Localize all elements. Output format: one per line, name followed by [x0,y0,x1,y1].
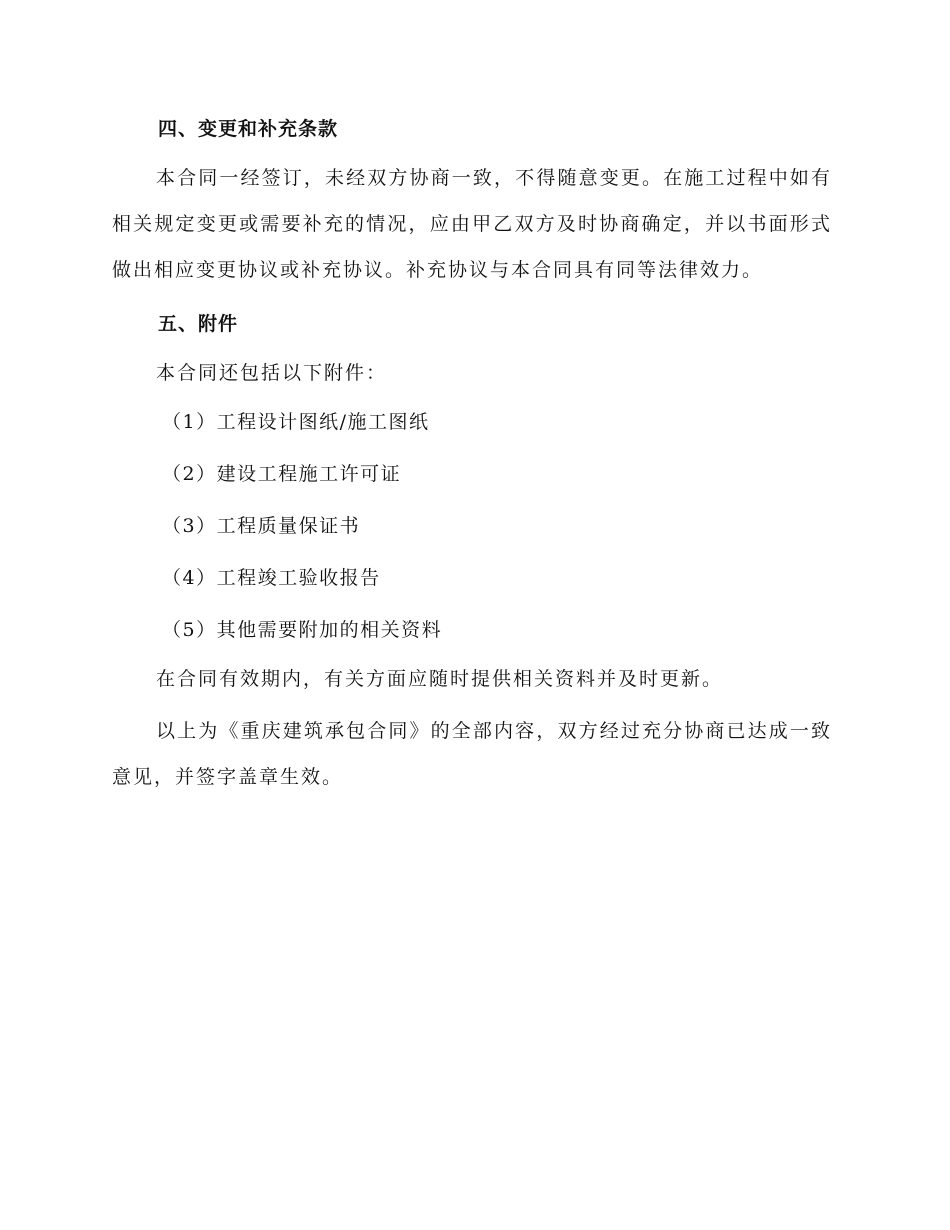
closing-paragraph-2: 以上为《重庆建筑承包合同》的全部内容，双方经过充分协商已达成一致意见，并签字盖章生效。 [112,720,832,788]
section-5-heading: 五、附件 [158,313,239,335]
section-4-paragraph: 本合同一经签订，未经双方协商一致，不得随意变更。在施工过程中如有相关规定变更或需要补充的情况，应由甲乙双方及时协商确定，并以书面形式做出相应变更协议或补充协议。补充协议与本合同具有同等法律效力。 [112,167,832,281]
attachment-item-3: （3）工程质量保证书 [162,515,361,537]
attachment-item-5: （5）其他需要附加的相关资料 [162,619,443,641]
attachment-item-2: （2）建设工程施工许可证 [162,463,402,485]
document-page [112,104,832,800]
attachments-intro: 本合同还包括以下附件： [156,362,388,384]
attachment-item-1: （1）工程设计图纸/施工图纸 [162,411,430,433]
section-4-heading: 四、变更和补充条款 [158,118,339,140]
attachment-item-4: （4）工程竣工验收报告 [162,567,381,589]
closing-paragraph-1: 在合同有效期内，有关方面应随时提供相关资料并及时更新。 [156,668,724,690]
